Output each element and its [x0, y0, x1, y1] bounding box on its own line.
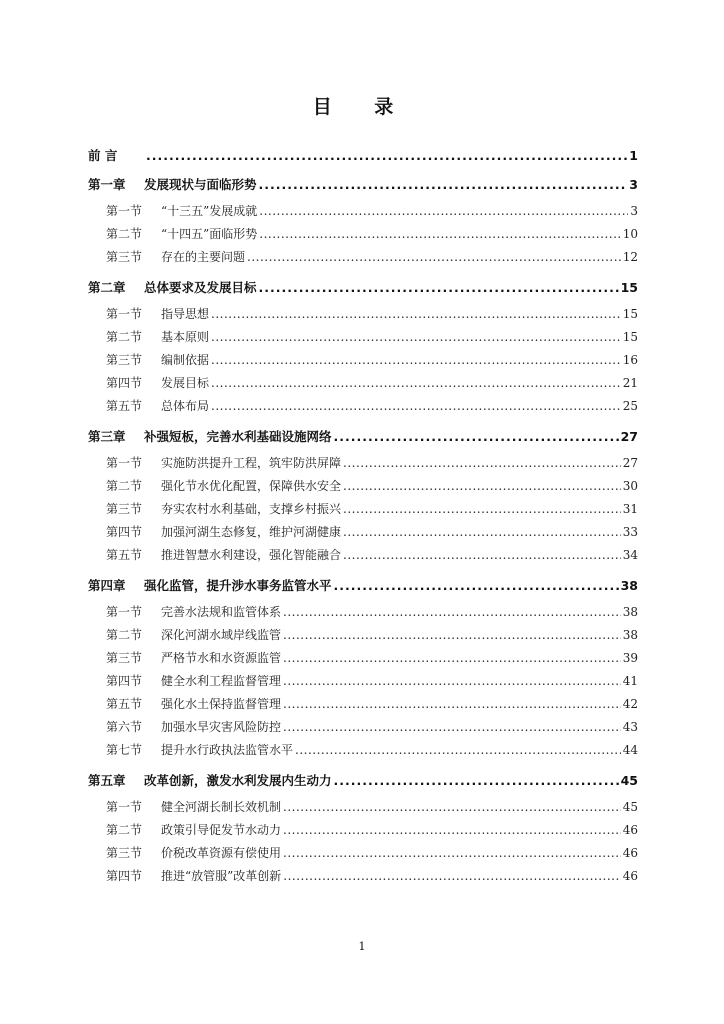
toc-label: 第六节 [106, 720, 143, 734]
toc-page-number: 44 [622, 743, 638, 757]
toc-label: 第四节 [106, 525, 143, 539]
leader-dots [259, 227, 620, 241]
toc-label: 第四节 [106, 869, 143, 883]
toc-text: 完善水法规和监管体系 [161, 605, 282, 619]
toc-page-number: 3 [630, 204, 638, 218]
toc-text: 深化河湖水域岸线监管 [161, 628, 282, 642]
leader-dots [211, 376, 621, 390]
toc-label: 第一节 [106, 307, 143, 321]
toc-label: 第一节 [106, 204, 143, 218]
toc-text: 推进智慧水利建设，强化智能融合 [161, 548, 342, 562]
toc-text: 提升水行政执法监管水平 [161, 743, 294, 757]
leader-dots [343, 548, 621, 562]
toc-text: 总体要求及发展目标 [144, 280, 257, 295]
toc-label: 第一章 [88, 177, 126, 192]
toc-page-number: 27 [620, 429, 638, 444]
toc-chapter-row[interactable] [88, 427, 638, 449]
toc-chapter-row[interactable] [88, 576, 638, 598]
toc-label: 第五节 [106, 399, 143, 413]
toc-text: “十三五”发展成就 [161, 204, 258, 218]
toc-text: 严格节水和水资源监管 [161, 651, 282, 665]
toc-text: 基本原则 [161, 330, 210, 344]
leader-dots [146, 148, 627, 163]
toc-chapter-row[interactable] [88, 771, 638, 793]
toc-page-number: 12 [622, 250, 638, 264]
leader-dots [211, 330, 621, 344]
toc-section-row[interactable] [88, 374, 638, 397]
leader-dots [283, 697, 621, 711]
toc-text: 强化监管，提升涉水事务监管水平 [144, 578, 332, 593]
toc-label: 第四节 [106, 376, 143, 390]
toc-page-number: 45 [620, 773, 638, 788]
leader-dots [283, 628, 621, 642]
toc-page-number: 46 [622, 869, 638, 883]
toc-text: 发展现状与面临形势 [144, 177, 257, 192]
toc-text: 推进“放管服”改革创新 [161, 869, 282, 883]
toc-section-row[interactable] [88, 695, 638, 718]
toc-label: 第五章 [88, 773, 126, 788]
leader-dots [283, 869, 620, 883]
leader-dots [211, 353, 621, 367]
leader-dots [247, 250, 621, 264]
toc-page-number: 46 [622, 823, 638, 837]
toc-page-number: 31 [622, 502, 638, 516]
toc-chapter-row[interactable] [88, 175, 638, 197]
toc-section-row[interactable] [88, 523, 638, 546]
toc-text: 强化水土保持监督管理 [161, 697, 282, 711]
leader-dots [259, 204, 628, 218]
toc-text: 强化节水优化配置，保障供水安全 [161, 479, 342, 493]
toc-section-row[interactable] [88, 328, 638, 351]
toc-label: 第一节 [106, 456, 143, 470]
toc-page-number: 34 [622, 548, 638, 562]
toc-text: 加强水旱灾害风险防控 [161, 720, 282, 734]
toc-label: 第三节 [106, 651, 143, 665]
toc-chapter-row[interactable] [88, 278, 638, 300]
toc-section-row[interactable] [88, 821, 638, 844]
toc-page-number: 15 [622, 307, 638, 321]
toc-section-row[interactable] [88, 305, 638, 328]
toc-section-row[interactable] [88, 454, 638, 477]
leader-dots [343, 479, 621, 493]
toc-text: 存在的主要问题 [161, 250, 246, 264]
toc-label: 第五节 [106, 697, 143, 711]
toc-label: 第三节 [106, 250, 143, 264]
toc-section-row[interactable] [88, 741, 638, 764]
toc-page-number: 10 [622, 227, 638, 241]
toc-page-number: 15 [620, 280, 638, 295]
leader-dots [343, 525, 621, 539]
toc-label: 第三节 [106, 502, 143, 516]
toc-page-number: 1 [629, 148, 638, 163]
toc-section-row[interactable] [88, 718, 638, 741]
leader-dots [211, 307, 621, 321]
toc-section-row[interactable] [88, 351, 638, 374]
toc-label: 第二章 [88, 280, 126, 295]
toc-page-number: 25 [622, 399, 638, 413]
page-number-footer: 1 [358, 940, 366, 953]
toc-section-row[interactable] [88, 546, 638, 569]
toc-section-row[interactable] [88, 603, 638, 626]
leader-dots [283, 605, 621, 619]
toc-section-row[interactable] [88, 225, 638, 248]
toc-label: 第四节 [106, 674, 143, 688]
toc-text: 健全水利工程监督管理 [161, 674, 282, 688]
toc-page-number: 42 [622, 697, 638, 711]
table-of-contents [88, 146, 638, 890]
toc-label: 第一节 [106, 605, 143, 619]
toc-text: 政策引导促发节水动力 [161, 823, 282, 837]
toc-text: 总体布局 [161, 399, 210, 413]
leader-dots [343, 456, 621, 470]
toc-section-row[interactable] [88, 844, 638, 867]
toc-page-number: 43 [622, 720, 638, 734]
toc-label: 第二节 [106, 628, 143, 642]
leader-dots [283, 674, 621, 688]
toc-page-number: 38 [622, 605, 638, 619]
toc-chapter-row[interactable] [88, 146, 638, 168]
toc-section-row[interactable] [88, 500, 638, 523]
leader-dots [211, 399, 621, 413]
toc-page-number: 21 [622, 376, 638, 390]
toc-label: 第三章 [88, 429, 126, 444]
toc-page-number: 41 [622, 674, 638, 688]
toc-page-number: 3 [629, 177, 638, 192]
toc-section-row[interactable] [88, 248, 638, 271]
toc-text: 夯实农村水利基础，支撑乡村振兴 [161, 502, 342, 516]
toc-section-row[interactable] [88, 397, 638, 420]
toc-page-number: 46 [622, 846, 638, 860]
toc-text: 加强河湖生态修复，维护河湖健康 [161, 525, 342, 539]
page-title: 目 录 [312, 96, 412, 118]
toc-label: 第二节 [106, 227, 143, 241]
toc-section-row[interactable] [88, 202, 638, 225]
toc-label: 第三节 [106, 846, 143, 860]
leader-dots [283, 823, 621, 837]
toc-text: 健全河湖长制长效机制 [161, 800, 282, 814]
toc-page-number: 30 [622, 479, 638, 493]
toc-text: “十四五”面临形势 [161, 227, 258, 241]
toc-page-number: 15 [622, 330, 638, 344]
leader-dots [283, 720, 621, 734]
leader-dots [295, 743, 621, 757]
toc-section-row[interactable] [88, 477, 638, 500]
toc-section-row[interactable] [88, 867, 638, 890]
toc-page-number: 33 [622, 525, 638, 539]
toc-text: 发展目标 [161, 376, 210, 390]
leader-dots [283, 800, 621, 814]
toc-label: 第四章 [88, 578, 126, 593]
leader-dots [283, 846, 621, 860]
toc-page-number: 39 [622, 651, 638, 665]
toc-section-row[interactable] [88, 672, 638, 695]
leader-dots [283, 651, 621, 665]
toc-section-row[interactable] [88, 649, 638, 672]
toc-label: 第二节 [106, 823, 143, 837]
toc-text: 编制依据 [161, 353, 210, 367]
leader-dots [334, 578, 619, 593]
leader-dots [343, 502, 621, 516]
toc-label: 第五节 [106, 548, 143, 562]
toc-page-number: 38 [622, 628, 638, 642]
toc-text: 补强短板，完善水利基础设施网络 [144, 429, 332, 444]
toc-text: 价税改革资源有偿使用 [161, 846, 282, 860]
toc-label: 前 言 [88, 148, 118, 163]
toc-label: 第一节 [106, 800, 143, 814]
toc-section-row[interactable] [88, 798, 638, 821]
toc-page-number: 38 [620, 578, 638, 593]
toc-section-row[interactable] [88, 626, 638, 649]
toc-page-number: 27 [622, 456, 638, 470]
toc-text: 实施防洪提升工程，筑牢防洪屏障 [161, 456, 342, 470]
leader-dots [259, 177, 628, 192]
toc-label: 第二节 [106, 330, 143, 344]
toc-text: 改革创新，激发水利发展内生动力 [144, 773, 332, 788]
toc-label: 第七节 [106, 743, 143, 757]
toc-label: 第三节 [106, 353, 143, 367]
leader-dots [334, 773, 619, 788]
leader-dots [334, 429, 619, 444]
toc-text: 指导思想 [161, 307, 210, 321]
leader-dots [259, 280, 619, 295]
toc-page-number: 16 [622, 353, 638, 367]
toc-label: 第二节 [106, 479, 143, 493]
toc-page-number: 45 [622, 800, 638, 814]
